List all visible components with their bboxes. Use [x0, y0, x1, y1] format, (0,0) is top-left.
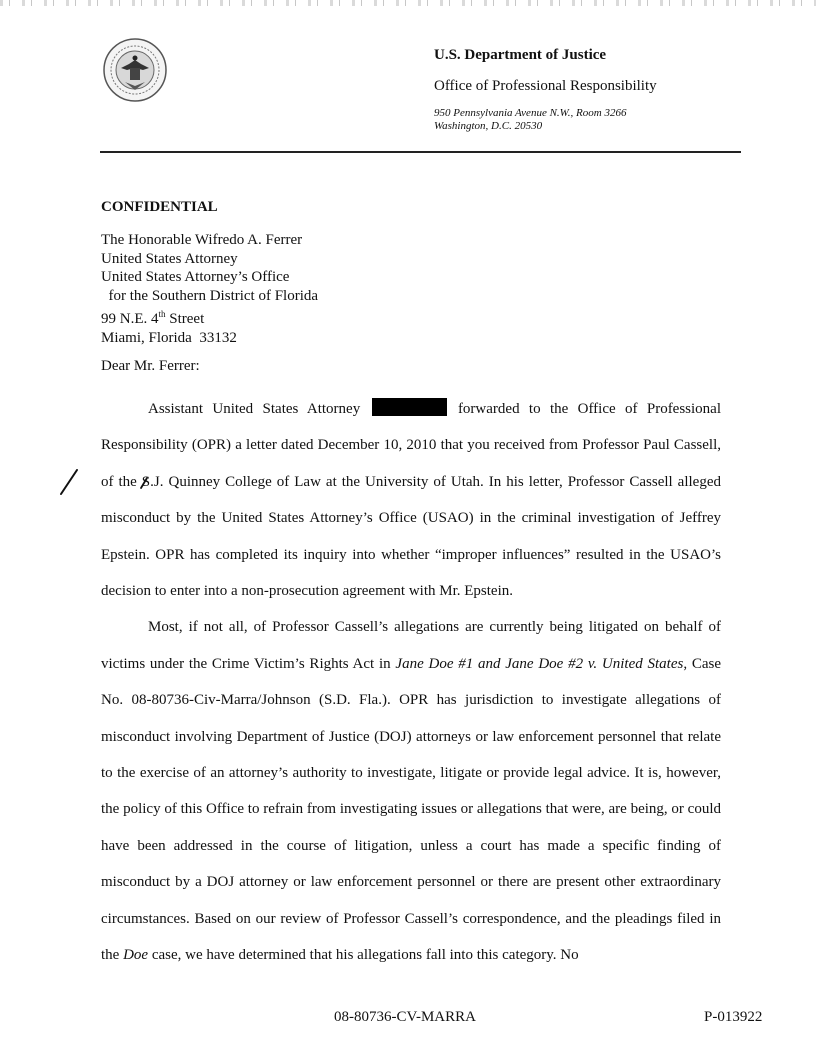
paragraph-2-lead: Most, if not all, of Professor Cassell’s allegations are currently being litigated on behalf of victims under the Crime Victim’s Rights Act in [101, 619, 721, 672]
handwritten-slash-mark [58, 468, 80, 496]
paragraph-1-text: forwarded to the Office of Professional Responsibility (OPR) a letter dated December 10, 2010 that you received from Professor Paul Cassell, of the S.J. Quinney College of Law at the University of Utah. In his letter, Professor Cassell alleged misconduct by the United States Attorney’s Office (USAO) in the criminal investigation of Jeffrey Epstein. OPR has completed its inquiry into whether “improper influences” resulted in the USAO’s decision to enter into a non-prosecution agreement with Mr. Epstein. [101, 401, 722, 600]
recipient-title: United States Attorney [101, 250, 238, 267]
recipient-city: Miami, Florida 33132 [101, 329, 237, 346]
footer-bates-number: P-013922 [704, 1009, 763, 1025]
department-name: U.S. Department of Justice [434, 47, 607, 63]
redaction-box [372, 398, 447, 416]
letterhead-divider [100, 151, 741, 153]
street-number: 99 N.E. 4 [101, 311, 159, 327]
handwritten-tick-mark [138, 476, 150, 490]
inside-address [101, 231, 318, 347]
address-line-2: Washington, D.C. 20530 [434, 120, 543, 132]
salutation: Dear Mr. Ferrer: [101, 358, 200, 374]
letterhead-agency [434, 46, 657, 133]
letter-body [101, 391, 721, 974]
doe-case-ref: Doe [123, 947, 149, 964]
address-line-1: 950 Pennsylvania Avenue N.W., Room 3266 [434, 107, 627, 119]
paragraph-2-text: , Case No. 08-80736-Civ-Marra/Johnson (S.D. Fla.). OPR has jurisdiction to investigate allegations of misconduct involving Department of Justice (DOJ) attorneys or law enforcement personnel that relate to the exercise of an attorney’s authority to investigate, litigate or provide legal advice. It is, however, the policy of this Office to refrain from investigating issues or allegations that were, are being, or could have been addressed in the course of litigation, unless a court has made a specific finding of misconduct by a DOJ attorney or law enforcement personnel or there are present other extraordinary circumstances. Based on our review of Professor Cassell’s correspondence, and the pleadings filed in the [101, 655, 721, 964]
office-address [434, 107, 657, 133]
paragraph-1 [101, 391, 721, 609]
paragraph-2-tail: case, we have determined that his allegations fall into this category. No [151, 947, 579, 964]
street-name: Street [165, 311, 205, 327]
paragraph-2 [101, 609, 721, 973]
paragraph-1-lead: Assistant United States Attorney [148, 401, 361, 417]
recipient-district: for the Southern District of Florida [101, 287, 319, 304]
street-ordinal: th [158, 309, 166, 319]
confidential-label: CONFIDENTIAL [101, 199, 218, 215]
office-name: Office of Professional Responsibility [434, 78, 657, 94]
doj-seal-icon [103, 38, 167, 102]
case-caption: Jane Doe #1 and Jane Doe #2 v. United States [395, 655, 684, 672]
scan-artifact-top [0, 0, 816, 6]
recipient-street [101, 305, 318, 329]
recipient-name: The Honorable Wifredo A. Ferrer [101, 232, 303, 248]
recipient-office: United States Attorney’s Office [101, 269, 290, 285]
footer-case-number: 08-80736-CV-MARRA [334, 1009, 476, 1025]
